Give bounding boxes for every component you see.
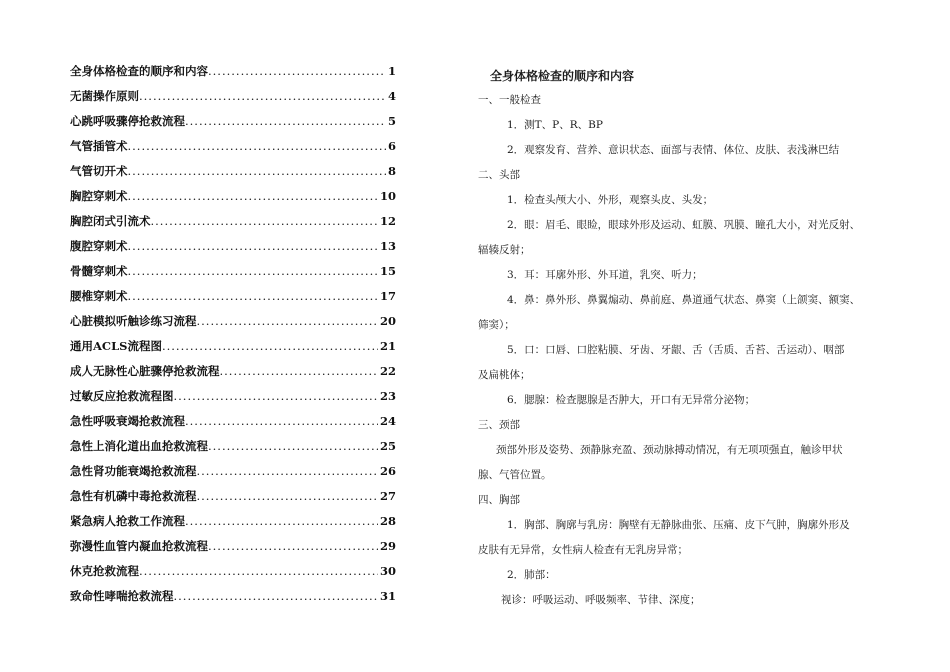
toc-dot-leader (185, 514, 378, 528)
toc-dot-leader (139, 89, 386, 103)
toc-entry-title: 心脏模拟听触诊练习流程 (70, 314, 197, 328)
toc-dot-leader (174, 589, 378, 603)
toc-dot-leader (220, 364, 378, 378)
toc-entry-page: 12 (379, 214, 396, 228)
toc-entry-page: 17 (379, 289, 396, 303)
toc-entry[interactable] (70, 338, 396, 363)
body-line: 视诊：呼吸运动、呼吸频率、节律、深度； (501, 594, 701, 606)
body-line: 1．检查头颅大小、外形，观察头皮、头发； (507, 194, 714, 206)
toc-entry-title: 急性有机磷中毒抢救流程 (70, 489, 197, 503)
toc-dot-leader (185, 414, 378, 428)
toc-entry-title: 急性肾功能衰竭抢救流程 (70, 464, 197, 478)
toc-entry[interactable] (70, 513, 396, 538)
toc-entry-title: 骨髓穿刺术 (70, 264, 128, 278)
toc-dot-leader (128, 139, 386, 153)
section-heading: 三、颈部 (478, 419, 520, 431)
toc-entry[interactable] (70, 588, 396, 613)
toc-entry-title: 全身体格检查的顺序和内容 (70, 64, 208, 78)
toc-entry-page: 25 (379, 439, 396, 453)
toc-dot-leader (208, 539, 378, 553)
toc-entry-page: 29 (379, 539, 396, 553)
body-line: 颈部外形及姿势、颈静脉充盈、颈动脉搏动情况，有无项项强直，触诊甲状 (496, 444, 843, 456)
toc-entry-page: 6 (387, 139, 396, 153)
toc-dot-leader (128, 164, 386, 178)
document-title: 全身体格检查的顺序和内容 (490, 69, 635, 83)
toc-entry-page: 5 (387, 114, 396, 128)
toc-dot-leader (139, 564, 378, 578)
toc-entry[interactable] (70, 263, 396, 288)
toc-dot-leader (151, 214, 378, 228)
section-heading: 一、一般检查 (478, 94, 541, 106)
toc-entry-page: 30 (379, 564, 396, 578)
body-line: 2．肺部： (507, 569, 556, 581)
toc-dot-leader (208, 64, 386, 78)
body-line: 筛窦）； (478, 319, 515, 331)
toc-entry-page: 1 (387, 64, 396, 78)
body-line: 5．口：口唇、口腔粘膜、牙齿、牙龈、舌（舌质、舌苔、舌运动）、咽部 (507, 344, 845, 356)
toc-entry-title: 胸腔穿刺术 (70, 189, 128, 203)
toc-dot-leader (174, 389, 378, 403)
toc-entry-title: 急性呼吸衰竭抢救流程 (70, 414, 185, 428)
toc-entry-title: 弥漫性血管内凝血抢救流程 (70, 539, 208, 553)
toc-entry-page: 21 (379, 339, 396, 353)
toc-entry[interactable] (70, 363, 396, 388)
toc-entry-title: 急性上消化道出血抢救流程 (70, 439, 208, 453)
toc-entry-page: 27 (379, 489, 396, 503)
toc-entry[interactable] (70, 163, 396, 188)
toc-entry[interactable] (70, 138, 396, 163)
toc-entry-page: 23 (379, 389, 396, 403)
toc-entry-page: 31 (379, 589, 396, 603)
toc-entry-page: 24 (379, 414, 396, 428)
body-line: 4．鼻：鼻外形、鼻翼煽动、鼻前庭、鼻道通气状态、鼻窦（上颌窦、额窦、 (507, 294, 861, 306)
section-heading: 二、头部 (478, 169, 520, 181)
toc-dot-leader (185, 114, 386, 128)
body-line: 1．测T、P、R、BP (507, 119, 603, 131)
body-line: 2．眼：眉毛、眼睑，眼球外形及运动、虹膜、巩膜、瞳孔大小，对光反射、 (507, 219, 861, 231)
toc-entry[interactable] (70, 313, 396, 338)
toc-entry[interactable] (70, 63, 396, 88)
toc-dot-leader (128, 264, 378, 278)
toc-dot-leader (197, 464, 378, 478)
toc-entry-page: 22 (379, 364, 396, 378)
toc-entry-title: 过敏反应抢救流程图 (70, 389, 174, 403)
toc-dot-leader (128, 189, 378, 203)
toc-entry-page: 15 (379, 264, 396, 278)
toc-entry-title: 胸腔闭式引流术 (70, 214, 151, 228)
toc-entry-page: 26 (379, 464, 396, 478)
table-of-contents (70, 63, 396, 613)
body-line: 1．胸部、胸廓与乳房：胸壁有无静脉曲张、压痛、皮下气肿，胸廓外形及 (507, 519, 850, 531)
toc-entry[interactable] (70, 213, 396, 238)
toc-entry-page: 28 (379, 514, 396, 528)
toc-entry-title: 成人无脉性心脏骤停抢救流程 (70, 364, 220, 378)
toc-entry-title: 紧急病人抢救工作流程 (70, 514, 185, 528)
toc-entry[interactable] (70, 463, 396, 488)
toc-entry-title: 气管切开术 (70, 164, 128, 178)
toc-entry-page: 10 (379, 189, 396, 203)
toc-entry-page: 4 (387, 89, 396, 103)
toc-dot-leader (128, 239, 378, 253)
toc-dot-leader (208, 439, 378, 453)
body-line: 6．腮腺：检查腮腺是否肿大，开口有无异常分泌物； (507, 394, 756, 406)
toc-entry-page: 13 (379, 239, 396, 253)
toc-entry[interactable] (70, 538, 396, 563)
toc-dot-leader (197, 489, 378, 503)
toc-entry[interactable] (70, 438, 396, 463)
body-line: 及扁桃体； (478, 369, 531, 381)
body-line: 腺、气管位置。 (478, 469, 552, 481)
toc-dot-leader (197, 314, 378, 328)
toc-entry-title: 休克抢救流程 (70, 564, 139, 578)
toc-entry-page: 20 (379, 314, 396, 328)
toc-entry[interactable] (70, 238, 396, 263)
document-body (478, 64, 888, 613)
toc-dot-leader (162, 339, 378, 353)
toc-entry[interactable] (70, 88, 396, 113)
toc-entry[interactable] (70, 113, 396, 138)
toc-entry-title: 无菌操作原则 (70, 89, 139, 103)
body-line: 皮肤有无异常，女性病人检查有无乳房异常； (478, 544, 688, 556)
toc-entry[interactable] (70, 563, 396, 588)
toc-dot-leader (128, 289, 378, 303)
toc-entry-title: 通用ACLS流程图 (70, 339, 162, 353)
toc-entry-title: 致命性哮喘抢救流程 (70, 589, 174, 603)
toc-entry-title: 心跳呼吸骤停抢救流程 (70, 114, 185, 128)
section-heading: 四、胸部 (478, 494, 520, 506)
body-line: 3．耳：耳廓外形、外耳道，乳突、听力； (507, 269, 703, 281)
toc-entry[interactable] (70, 413, 396, 438)
toc-entry-title: 腰椎穿刺术 (70, 289, 128, 303)
body-line: 辐辏反射； (478, 244, 531, 256)
toc-entry[interactable] (70, 488, 396, 513)
toc-entry[interactable] (70, 188, 396, 213)
toc-entry-title: 气管插管术 (70, 139, 128, 153)
toc-entry[interactable] (70, 388, 396, 413)
toc-entry[interactable] (70, 288, 396, 313)
toc-entry-page: 8 (387, 164, 396, 178)
toc-entry-title: 腹腔穿刺术 (70, 239, 128, 253)
body-line: 2．观察发育、营养、意识状态、面部与表情、体位、皮肤、表浅淋巴结 (507, 144, 840, 156)
